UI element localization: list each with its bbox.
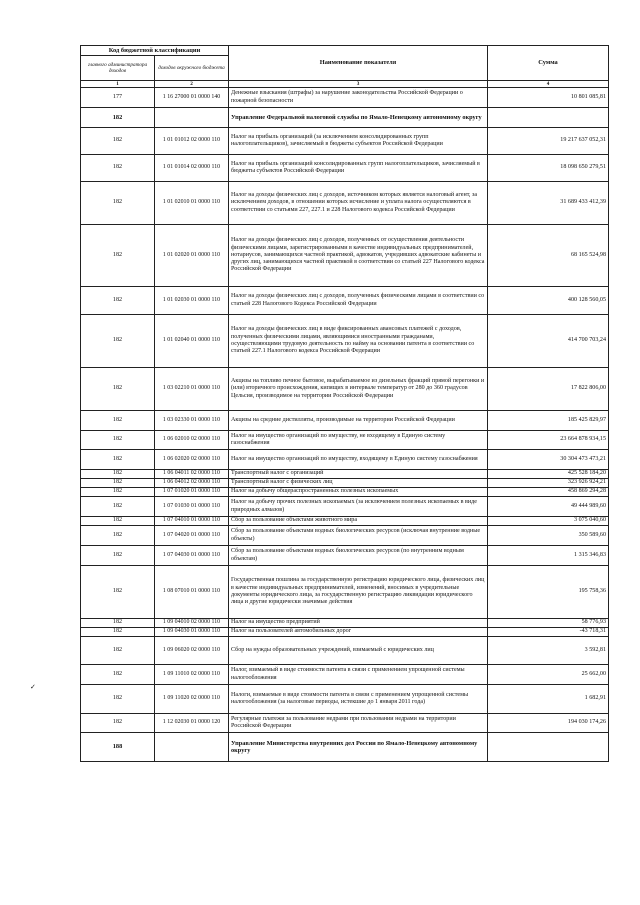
row-sum: 3 592,81 bbox=[488, 637, 609, 665]
row-admin-code: 182 bbox=[81, 315, 155, 368]
row-sum: 19 217 637 052,31 bbox=[488, 128, 609, 155]
row-admin-code: 182 bbox=[81, 566, 155, 619]
row-admin-code: 182 bbox=[81, 450, 155, 470]
table-row bbox=[81, 431, 609, 450]
row-admin-code: 182 bbox=[81, 225, 155, 287]
table-body bbox=[81, 88, 609, 762]
row-indicator-name: Управление Федеральной налоговой службы по Ямало-Ненецкому автономному округу bbox=[229, 108, 488, 128]
table-row bbox=[81, 479, 609, 488]
table-row bbox=[81, 619, 609, 628]
header-indicator-name: Наименование показателя bbox=[229, 46, 488, 81]
row-admin-code: 182 bbox=[81, 628, 155, 637]
row-revenue-code: 1 01 02010 01 0000 110 bbox=[155, 182, 229, 225]
row-revenue-code: 1 09 04010 02 0000 110 bbox=[155, 619, 229, 628]
header-budget-classification: Код бюджетной классификации bbox=[81, 46, 229, 56]
row-indicator-name: Сбор за пользование объектами водных биологических ресурсов (по внутренним водным объектам) bbox=[229, 546, 488, 566]
row-admin-code: 182 bbox=[81, 665, 155, 685]
row-indicator-name: Налог на доходы физических лиц с доходов, полученных физическими лицами в соответствии со статьей 228 Налогового Кодекса Российской Федерации bbox=[229, 287, 488, 315]
row-sum: 195 758,36 bbox=[488, 566, 609, 619]
table-row bbox=[81, 526, 609, 546]
row-sum: 458 869 294,28 bbox=[488, 488, 609, 497]
row-sum bbox=[488, 108, 609, 128]
row-indicator-name: Управление Министерства внутренних дел России по Ямало-Ненецкому автономному округу bbox=[229, 733, 488, 762]
row-admin-code: 182 bbox=[81, 182, 155, 225]
row-admin-code: 182 bbox=[81, 155, 155, 182]
row-revenue-code: 1 06 04011 02 0000 110 bbox=[155, 470, 229, 479]
row-indicator-name: Налог на прибыль организаций консолидированных групп налогоплательщиков, зачисляемый в бюджеты субъектов Российской Федерации bbox=[229, 155, 488, 182]
row-admin-code: 182 bbox=[81, 517, 155, 526]
row-sum: 323 926 924,21 bbox=[488, 479, 609, 488]
row-sum: 1 315 346,83 bbox=[488, 546, 609, 566]
column-number-1: 1 bbox=[81, 81, 155, 88]
row-revenue-code: 1 06 04012 02 0000 110 bbox=[155, 479, 229, 488]
table-row bbox=[81, 155, 609, 182]
table-row bbox=[81, 714, 609, 733]
column-number-2: 2 bbox=[155, 81, 229, 88]
row-indicator-name: Налог на добычу прочих полезных ископаемых (за исключением полезных ископаемых в виде природных алмазов) bbox=[229, 497, 488, 517]
header-sum: Сумма bbox=[488, 46, 609, 81]
row-admin-code: 182 bbox=[81, 128, 155, 155]
row-admin-code: 182 bbox=[81, 431, 155, 450]
row-indicator-name: Налоги, взимаемые в виде стоимости патента в связи с применением упрощенной системы налогообложения (за налоговые периоды, истекшие до 1 января 2011 года) bbox=[229, 685, 488, 714]
row-revenue-code bbox=[155, 733, 229, 762]
table-row bbox=[81, 733, 609, 762]
table-row bbox=[81, 128, 609, 155]
row-indicator-name: Налог на прибыль организаций (за исключением консолидированных групп налогоплательщиков), зачисляемый в бюджеты субъектов Российской Федерации bbox=[229, 128, 488, 155]
row-admin-code: 182 bbox=[81, 411, 155, 431]
row-revenue-code: 1 07 01020 01 0000 110 bbox=[155, 488, 229, 497]
row-admin-code: 182 bbox=[81, 108, 155, 128]
row-sum: 414 700 703,24 bbox=[488, 315, 609, 368]
row-revenue-code: 1 01 01012 02 0000 110 bbox=[155, 128, 229, 155]
table-row bbox=[81, 411, 609, 431]
row-admin-code: 182 bbox=[81, 546, 155, 566]
row-revenue-code: 1 09 11010 02 0000 110 bbox=[155, 665, 229, 685]
row-sum: 49 444 989,60 bbox=[488, 497, 609, 517]
table-row bbox=[81, 637, 609, 665]
row-sum: 1 682,91 bbox=[488, 685, 609, 714]
row-revenue-code: 1 09 06020 02 0000 110 bbox=[155, 637, 229, 665]
row-sum: 10 801 085,81 bbox=[488, 88, 609, 108]
row-admin-code: 182 bbox=[81, 368, 155, 411]
column-number-3: 3 bbox=[229, 81, 488, 88]
table-row bbox=[81, 182, 609, 225]
row-indicator-name: Регулярные платежи за пользование недрами при пользовании недрами на территории Российской Федерации bbox=[229, 714, 488, 733]
row-indicator-name: Сбор на нужды образовательных учреждений, взимаемый с юридических лиц bbox=[229, 637, 488, 665]
row-revenue-code bbox=[155, 108, 229, 128]
row-admin-code: 182 bbox=[81, 470, 155, 479]
row-admin-code: 182 bbox=[81, 488, 155, 497]
row-sum: -43 718,31 bbox=[488, 628, 609, 637]
row-revenue-code: 1 07 04020 01 0000 110 bbox=[155, 526, 229, 546]
table-row bbox=[81, 546, 609, 566]
row-indicator-name: Налог на доходы физических лиц в виде фиксированных авансовых платежей с доходов, полученных физическими лицами, являющимися иностранными гражданами, осуществляющими трудовую деятельность по найму на основании патента в соответствии со статьей 227.1 Налогового кодекса Российской Федерации bbox=[229, 315, 488, 368]
table-row bbox=[81, 225, 609, 287]
row-revenue-code: 1 07 01030 01 0000 110 bbox=[155, 497, 229, 517]
table-row bbox=[81, 470, 609, 479]
row-revenue-code: 1 06 02010 02 0000 110 bbox=[155, 431, 229, 450]
row-admin-code: 182 bbox=[81, 714, 155, 733]
row-sum: 400 128 560,05 bbox=[488, 287, 609, 315]
table-row bbox=[81, 450, 609, 470]
row-admin-code: 182 bbox=[81, 497, 155, 517]
row-indicator-name: Акцизы на средние дистилляты, производимые на территории Российской Федерации bbox=[229, 411, 488, 431]
row-sum: 31 689 433 412,39 bbox=[488, 182, 609, 225]
row-revenue-code: 1 07 04010 01 0000 110 bbox=[155, 517, 229, 526]
row-indicator-name: Денежные взыскания (штрафы) за нарушение законодательства Российской Федерации о пожарной безопасности bbox=[229, 88, 488, 108]
row-sum: 17 822 806,00 bbox=[488, 368, 609, 411]
table-row bbox=[81, 628, 609, 637]
table-row bbox=[81, 287, 609, 315]
table-row bbox=[81, 108, 609, 128]
margin-check-mark: ✓ bbox=[30, 683, 36, 691]
row-sum bbox=[488, 733, 609, 762]
row-indicator-name: Сбор за пользование объектами животного мира bbox=[229, 517, 488, 526]
row-indicator-name: Налог на добычу общераспространенных полезных ископаемых bbox=[229, 488, 488, 497]
table-row bbox=[81, 315, 609, 368]
table-row bbox=[81, 488, 609, 497]
row-sum: 30 304 473 473,21 bbox=[488, 450, 609, 470]
row-sum: 194 030 174,26 bbox=[488, 714, 609, 733]
row-admin-code: 182 bbox=[81, 526, 155, 546]
column-number-4: 4 bbox=[488, 81, 609, 88]
row-revenue-code: 1 09 11020 02 0000 110 bbox=[155, 685, 229, 714]
row-revenue-code: 1 09 04030 01 0000 110 bbox=[155, 628, 229, 637]
table-row bbox=[81, 566, 609, 619]
row-indicator-name: Налог на доходы физических лиц с доходов, источником которых является налоговый агент, за исключением доходов, в отношении которых исчисление и уплата налога осуществляются в соответствии со статьями 227, 227.1 и 228 Налогового кодекса Российской Федерации bbox=[229, 182, 488, 225]
row-revenue-code: 1 01 02030 01 0000 110 bbox=[155, 287, 229, 315]
row-revenue-code: 1 06 02020 02 0000 110 bbox=[155, 450, 229, 470]
row-admin-code: 182 bbox=[81, 619, 155, 628]
row-sum: 350 589,60 bbox=[488, 526, 609, 546]
header-district-budget-revenue: доходов окружного бюджета bbox=[155, 56, 229, 81]
row-revenue-code: 1 01 02040 01 0000 110 bbox=[155, 315, 229, 368]
table-row bbox=[81, 665, 609, 685]
table-row bbox=[81, 685, 609, 714]
table-row bbox=[81, 517, 609, 526]
row-sum: 185 425 829,97 bbox=[488, 411, 609, 431]
table-row bbox=[81, 368, 609, 411]
row-indicator-name: Налог на имущество организаций по имуществу, входящему в Единую систему газоснабжения bbox=[229, 450, 488, 470]
row-sum: 425 528 184,20 bbox=[488, 470, 609, 479]
row-indicator-name: Налог на доходы физических лиц с доходов, полученных от осуществления деятельности физическими лицами, зарегистрированными в качестве индивидуальных предпринимателей, нотариусов, занимающихся частной практикой, адвокатов, учредивших адвокатские кабинеты и других лиц, занимающихся частной практикой в соответствии со статьей 227 Налогового кодекса Российской Федерации bbox=[229, 225, 488, 287]
row-admin-code: 177 bbox=[81, 88, 155, 108]
row-admin-code: 182 bbox=[81, 287, 155, 315]
header-main-administrator: главного администратора доходов bbox=[81, 56, 155, 81]
row-indicator-name: Налог на имущество предприятий bbox=[229, 619, 488, 628]
row-sum: 18 098 650 279,51 bbox=[488, 155, 609, 182]
row-indicator-name: Государственная пошлина за государственную регистрацию юридического лица, физических лиц в качестве индивидуальных предпринимателей, изменений, вносимых в учредительные документы юридического лица, за государственную регистрацию ликвидации юридического лица и другие юридически значимые действия bbox=[229, 566, 488, 619]
row-indicator-name: Налог на пользователей автомобильных дорог bbox=[229, 628, 488, 637]
row-indicator-name: Транспортный налог с физических лиц bbox=[229, 479, 488, 488]
row-revenue-code: 1 12 02030 01 0000 120 bbox=[155, 714, 229, 733]
row-revenue-code: 1 01 02020 01 0000 110 bbox=[155, 225, 229, 287]
row-sum: 68 165 524,98 bbox=[488, 225, 609, 287]
row-revenue-code: 1 01 01014 02 0000 110 bbox=[155, 155, 229, 182]
document-sheet bbox=[80, 45, 609, 762]
row-revenue-code: 1 03 02210 01 0000 110 bbox=[155, 368, 229, 411]
row-revenue-code: 1 03 02330 01 0000 110 bbox=[155, 411, 229, 431]
row-sum: 3 075 040,60 bbox=[488, 517, 609, 526]
row-admin-code: 188 bbox=[81, 733, 155, 762]
row-indicator-name: Транспортный налог с организаций bbox=[229, 470, 488, 479]
header-row-group bbox=[81, 46, 609, 56]
row-revenue-code: 1 07 04030 01 0000 110 bbox=[155, 546, 229, 566]
row-indicator-name: Акцизы на топливо печное бытовое, вырабатываемое из дизельных фракций прямой перегонки и (или) вторичного происхождения, кипящих в интервале температур от 280 до 360 градусов Цельсия, производимое на территории Российской Федерации bbox=[229, 368, 488, 411]
row-sum: 25 662,00 bbox=[488, 665, 609, 685]
row-indicator-name: Налог на имущество организаций по имуществу, не входящему в Единую систему газоснабжения bbox=[229, 431, 488, 450]
row-admin-code: 182 bbox=[81, 685, 155, 714]
header-column-numbers bbox=[81, 81, 609, 88]
row-indicator-name: Сбор за пользование объектами водных биологических ресурсов (исключая внутренние водные объекты) bbox=[229, 526, 488, 546]
row-sum: 23 664 878 934,15 bbox=[488, 431, 609, 450]
row-sum: 58 776,93 bbox=[488, 619, 609, 628]
budget-revenue-table bbox=[80, 45, 609, 762]
row-indicator-name: Налог, взимаемый в виде стоимости патента в связи с применением упрощенной системы налогообложения bbox=[229, 665, 488, 685]
table-row bbox=[81, 88, 609, 108]
row-admin-code: 182 bbox=[81, 637, 155, 665]
row-revenue-code: 1 08 07010 01 0000 110 bbox=[155, 566, 229, 619]
row-revenue-code: 1 16 27000 01 0000 140 bbox=[155, 88, 229, 108]
row-admin-code: 182 bbox=[81, 479, 155, 488]
table-row bbox=[81, 497, 609, 517]
